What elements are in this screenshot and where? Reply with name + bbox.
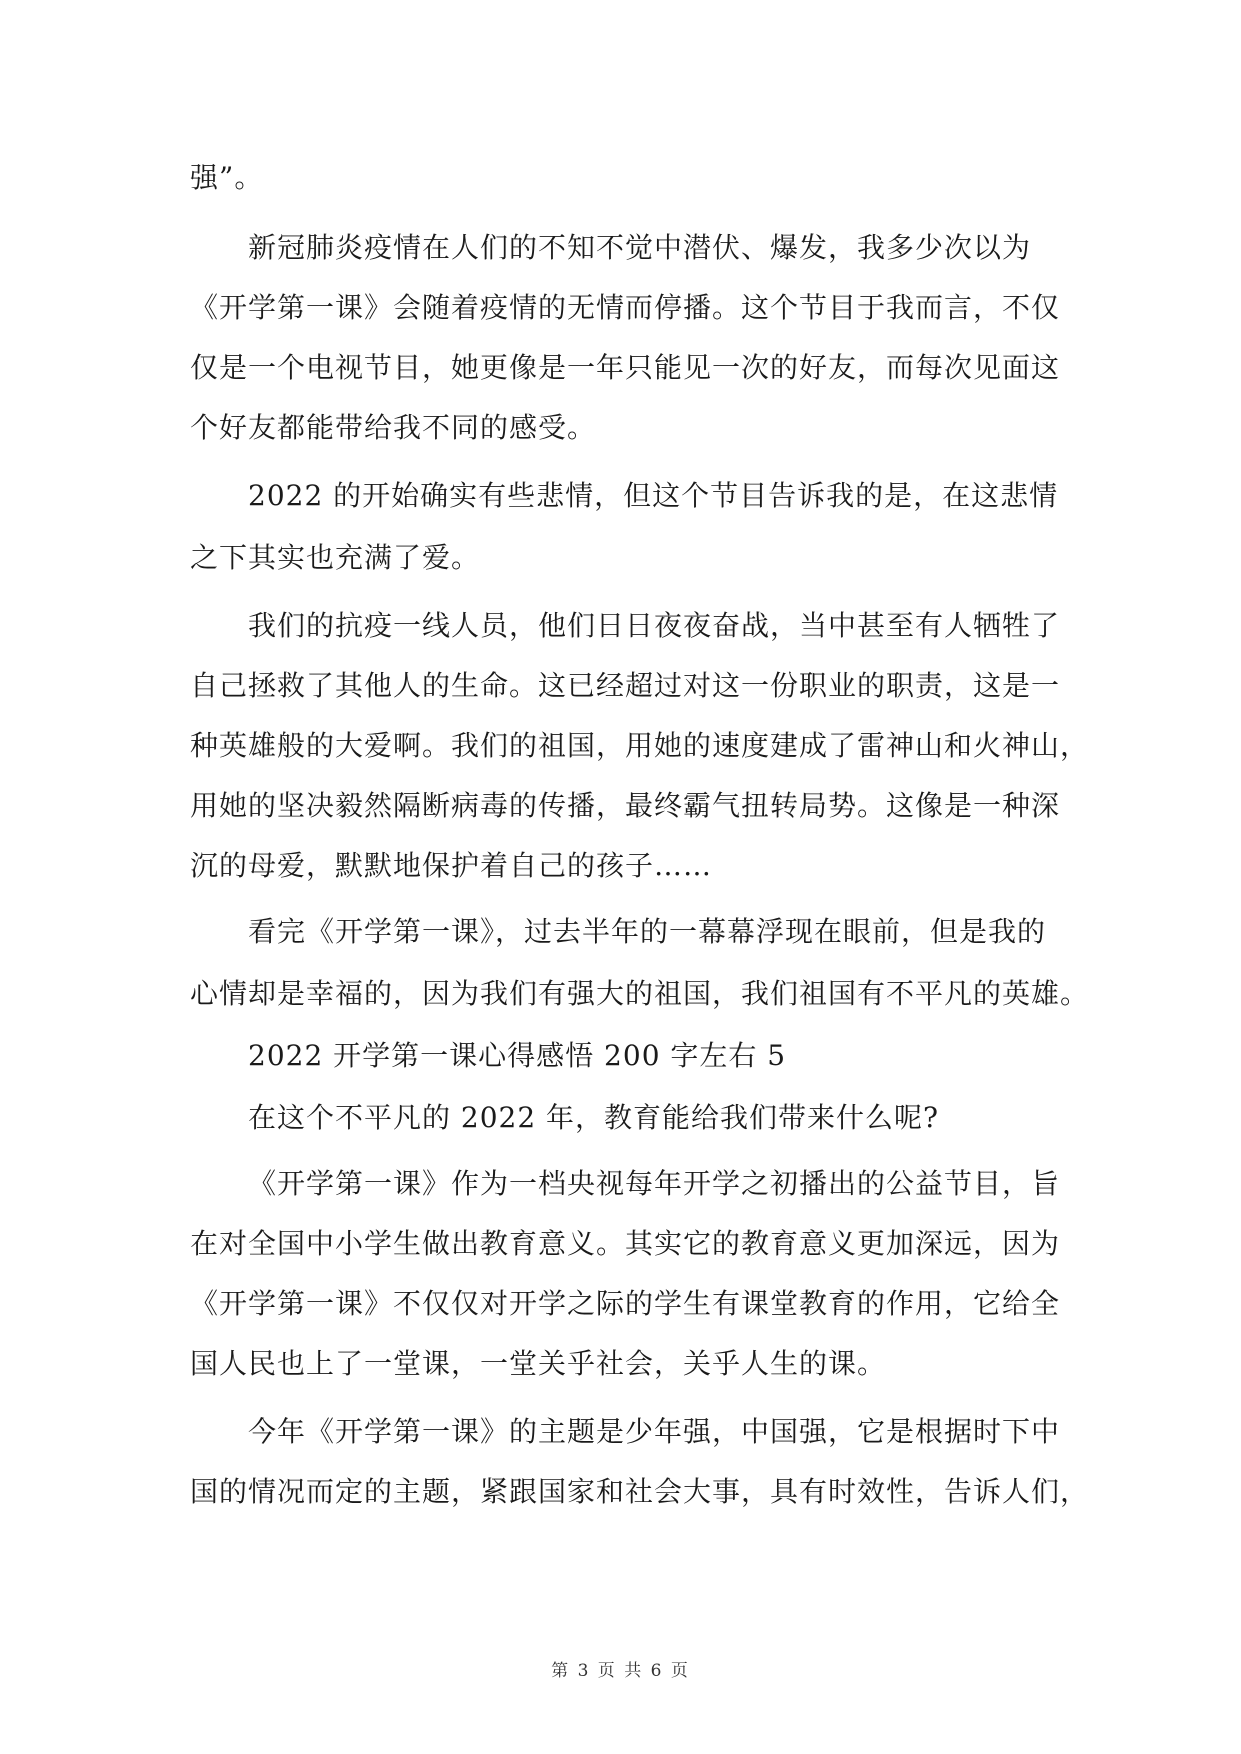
text-line: 种英雄般的大爱啊。我们的祖国，用她的速度建成了雷神山和火神山，	[190, 729, 1090, 762]
text-line: 强”。	[190, 161, 264, 194]
paragraph-line: 2022 的开始确实有些悲情，但这个节目告诉我的是，在这悲情	[248, 479, 1059, 512]
paragraph-line: 我们的抗疫一线人员，他们日日夜夜奋战，当中甚至有人牺牲了	[248, 609, 1061, 642]
text-line: 沉的母爱，默默地保护着自己的孩子……	[190, 849, 713, 882]
paragraph-line: 在这个不平凡的 2022 年，教育能给我们带来什么呢?	[248, 1101, 940, 1134]
page-number-footer: 第 3 页 共 6 页	[551, 1661, 690, 1681]
text-line: 国的情况而定的主题，紧跟国家和社会大事，具有时效性，告诉人们，	[190, 1475, 1090, 1508]
text-line: 心情却是幸福的，因为我们有强大的祖国，我们祖国有不平凡的英雄。	[190, 977, 1090, 1010]
text-line: 国人民也上了一堂课，一堂关乎社会，关乎人生的课。	[190, 1347, 887, 1380]
text-line: 自己拯救了其他人的生命。这已经超过对这一份职业的职责，这是一	[190, 669, 1061, 702]
text-line: 仅是一个电视节目，她更像是一年只能见一次的好友，而每次见面这	[190, 351, 1061, 384]
text-line: 个好友都能带给我不同的感受。	[190, 411, 597, 444]
paragraph-line: 今年《开学第一课》的主题是少年强，中国强，它是根据时下中	[248, 1415, 1061, 1448]
section-heading: 2022 开学第一课心得感悟 200 字左右 5	[248, 1039, 787, 1072]
text-line: 之下其实也充满了爱。	[190, 541, 481, 574]
paragraph-line: 看完《开学第一课》，过去半年的一幕幕浮现在眼前，但是我的	[248, 915, 1047, 948]
paragraph-line: 新冠肺炎疫情在人们的不知不觉中潜伏、爆发，我多少次以为	[248, 231, 1032, 264]
text-line: 《开学第一课》不仅仅对开学之际的学生有课堂教育的作用，它给全	[190, 1287, 1061, 1320]
text-line: 用她的坚决毅然隔断病毒的传播，最终霸气扭转局势。这像是一种深	[190, 789, 1061, 822]
paragraph-line: 《开学第一课》作为一档央视每年开学之初播出的公益节目，旨	[248, 1167, 1061, 1200]
text-line: 在对全国中小学生做出教育意义。其实它的教育意义更加深远，因为	[190, 1227, 1061, 1260]
text-line: 《开学第一课》会随着疫情的无情而停播。这个节目于我而言，不仅	[190, 291, 1061, 324]
